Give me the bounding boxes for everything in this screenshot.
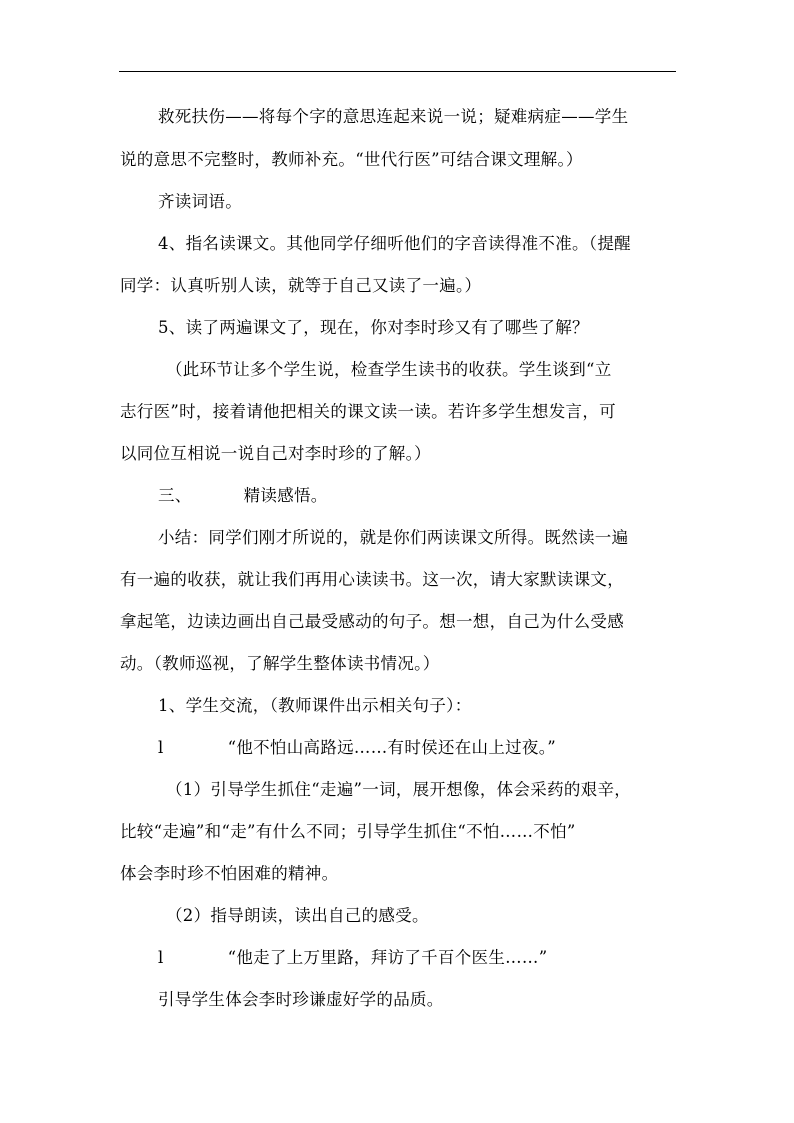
paragraph-line: 齐读词语。 bbox=[158, 192, 242, 211]
bullet-item bbox=[158, 738, 556, 758]
paragraph-line: 以同位互相说一说自己对李时珍的了解。） bbox=[120, 444, 431, 463]
paragraph-line: 1、学生交流，（教师课件出示相关句子）： bbox=[158, 696, 472, 715]
bullet-marker: l bbox=[158, 738, 164, 757]
bullet-item bbox=[158, 948, 547, 968]
paragraph-line: 动。（教师巡视，了解学生整体读书情况。） bbox=[120, 654, 440, 673]
paragraph-line: 引导学生体会李时珍谦虚好学的品质。 bbox=[158, 990, 444, 1009]
section-number: 三、 bbox=[158, 486, 192, 505]
paragraph-line: （2）指导朗读，读出自己的感受。 bbox=[166, 906, 429, 925]
paragraph-line: 同学：认真听别人读，就等于自己又读了一遍。） bbox=[120, 276, 482, 295]
paragraph-line: 小结：同学们刚才所说的，就是你们两读课文所得。既然读一遍 bbox=[158, 528, 629, 547]
paragraph-line: 有一遍的收获，就让我们再用心读读书。这一次，请大家默读课文， bbox=[120, 570, 624, 589]
paragraph-line: 4、指名读课文。其他同学仔细听他们的字音读得准不准。（提醒 bbox=[158, 234, 631, 253]
bullet-marker: l bbox=[158, 948, 164, 967]
paragraph-line: 拿起笔，边读边画出自己最受感动的句子。想一想，自己为什么受感 bbox=[120, 612, 624, 631]
header-rule bbox=[119, 71, 676, 72]
paragraph-line: 救死扶伤——将每个字的意思连起来说一说；疑难病症——学生 bbox=[158, 107, 629, 126]
bullet-text: “他不怕山高路远……有时侯还在山上过夜。” bbox=[227, 738, 556, 757]
paragraph-line: 体会李时珍不怕困难的精神。 bbox=[120, 864, 339, 883]
bullet-text: “他走了上万里路，拜访了千百个医生……” bbox=[227, 948, 548, 967]
paragraph-line: （此环节让多个学生说，检查学生读书的收获。学生谈到“立 bbox=[166, 360, 612, 379]
paragraph-line: （1）引导学生抓住“走遍”一词，展开想像，体会采药的艰辛， bbox=[166, 780, 632, 799]
section-title: 精读感悟。 bbox=[243, 486, 328, 505]
paragraph-line: 5、读了两遍课文了，现在，你对李时珍又有了哪些了解？ bbox=[158, 318, 589, 337]
paragraph-line: 说的意思不完整时，教师补充。“世代行医”可结合课文理解。） bbox=[120, 150, 583, 169]
section-heading bbox=[158, 486, 328, 506]
paragraph-line: 比较“走遍”和“走”有什么不同；引导学生抓住“不怕……不怕” bbox=[120, 822, 576, 841]
paragraph-line: 志行医”时，接着请他把相关的课文读一读。若许多学生想发言，可 bbox=[120, 402, 616, 421]
